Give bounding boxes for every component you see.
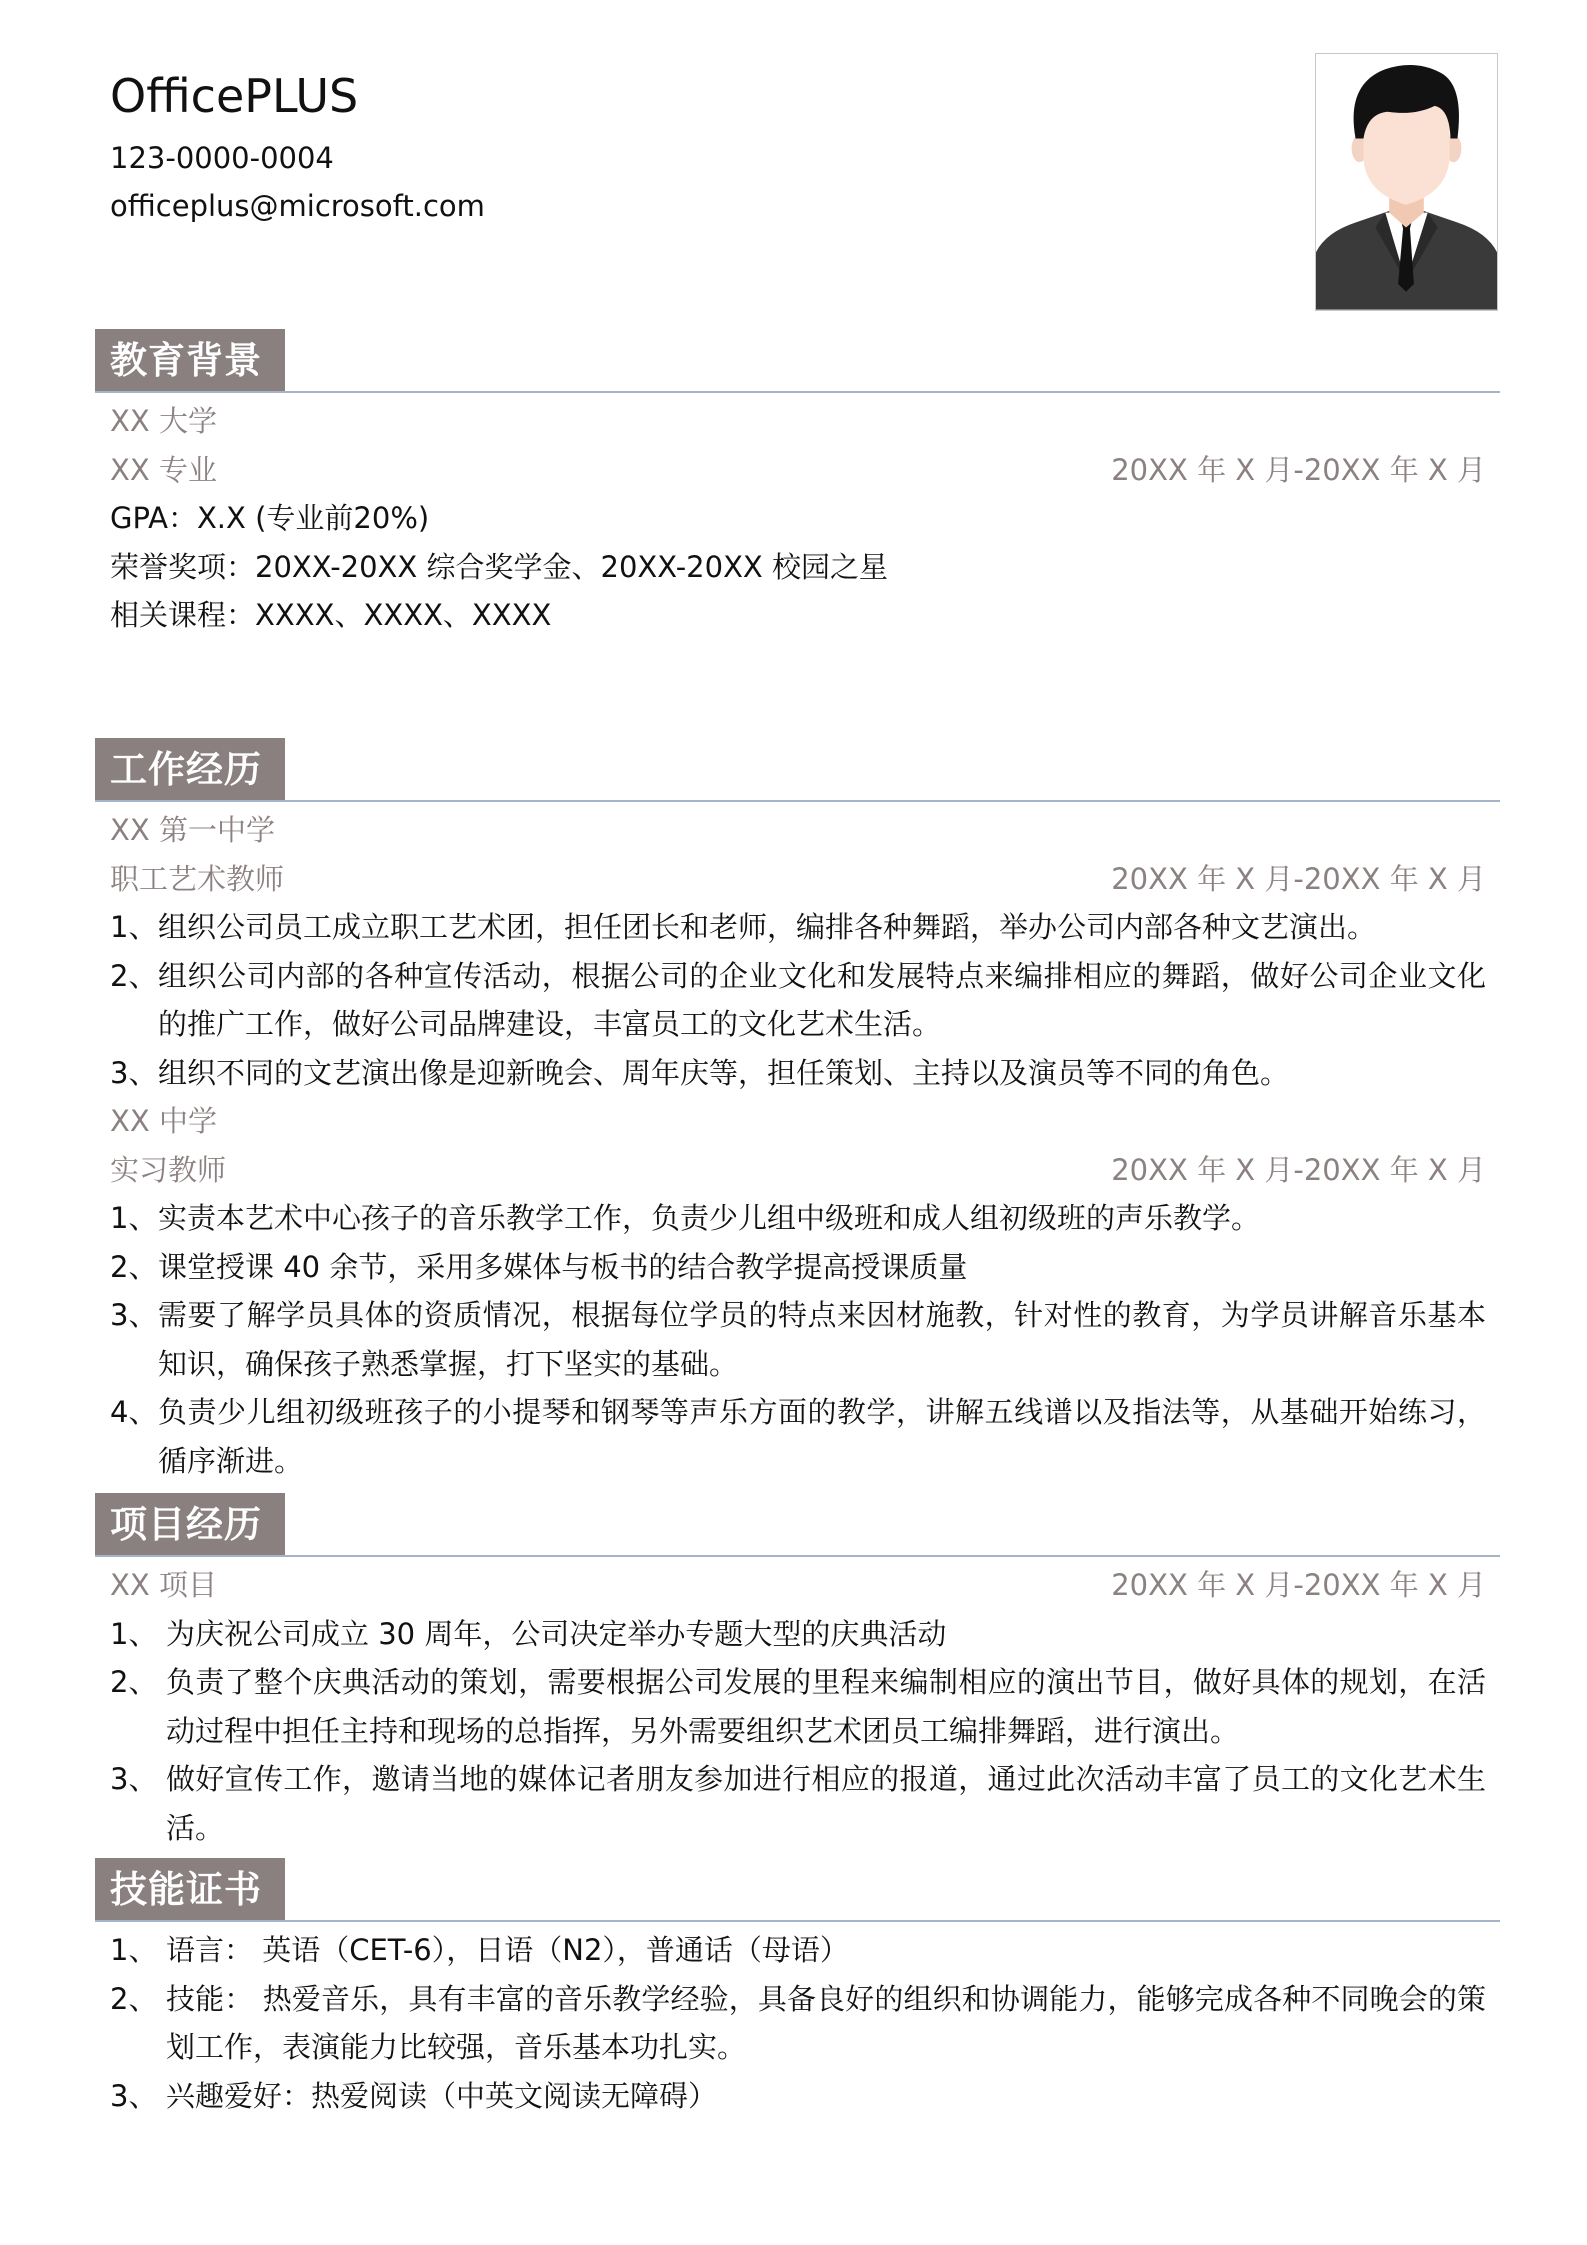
education-date: 20XX 年 X 月-20XX 年 X 月: [1111, 452, 1486, 487]
list-item: [110, 1610, 1486, 1659]
employer-name: XX 第一中学: [110, 813, 275, 847]
project-row: [95, 1561, 1500, 1610]
list-text: 语言： 英语（CET-6），日语（N2），普通话（母语）: [166, 1933, 849, 1967]
list-item: [110, 952, 1486, 1049]
honors-line: 荣誉奖项：20XX-20XX 综合奖学金、20XX-20XX 校园之星: [110, 549, 889, 584]
list-number: 1、: [110, 910, 158, 944]
candidate-name: OfficePLUS: [110, 69, 359, 123]
skills-section: [95, 1858, 1500, 2120]
list-text: 实责本艺术中心孩子的音乐教学工作，负责少儿组中级班和成人组初级班的声乐教学。: [158, 1201, 1261, 1235]
list-number: 3、: [110, 1055, 158, 1090]
avatar-icon: [1316, 54, 1497, 310]
section-title-education: 教育背景: [95, 329, 285, 393]
section-title-skills: 技能证书: [95, 1858, 285, 1922]
job-date: 20XX 年 X 月-20XX 年 X 月: [1111, 861, 1486, 896]
list-number: 2、: [110, 958, 158, 993]
phone-number: 123-0000-0004: [110, 141, 334, 175]
job-duties-list: [95, 1194, 1500, 1485]
list-number: 1、: [110, 1201, 158, 1235]
school-name: XX 大学: [110, 404, 217, 438]
list-item: [110, 2072, 1486, 2121]
section-divider: [95, 391, 1500, 393]
project-list: [95, 1610, 1500, 1853]
section-title-project: 项目经历: [95, 1493, 285, 1557]
list-number: 3、: [110, 2078, 167, 2113]
gpa-line: GPA：X.X (专业前20%): [110, 501, 430, 535]
role-row: [95, 1146, 1500, 1195]
list-number: 3、: [110, 1298, 158, 1332]
project-name: XX 项目: [110, 1568, 217, 1602]
job-role: 实习教师: [110, 1152, 227, 1187]
list-number: 2、: [110, 1249, 158, 1284]
employer-name: XX 中学: [110, 1104, 217, 1138]
list-text: 组织不同的文艺演出像是迎新晚会、周年庆等，担任策划、主持以及演员等不同的角色。: [158, 1055, 1290, 1090]
section-divider: [95, 1920, 1500, 1922]
list-text: 为庆祝公司成立 30 周年，公司决定举办专题大型的庆典活动: [166, 1616, 947, 1651]
list-text: 兴趣爱好：热爱阅读（中英文阅读无障碍）: [166, 2078, 718, 2113]
list-text: 做好宣传工作，邀请当地的媒体记者朋友参加进行相应的报道，通过此次活动丰富了员工的文化艺术生活。: [166, 1762, 1486, 1845]
profile-photo: [1315, 53, 1498, 311]
courses-line: 相关课程：XXXX、XXXX、XXXX: [110, 598, 552, 632]
section-divider: [95, 800, 1500, 802]
list-text: 组织公司内部的各种宣传活动，根据公司的企业文化和发展特点来编排相应的舞蹈，做好公司企业文化的推广工作，做好公司品牌建设，丰富员工的文化艺术生活。: [158, 958, 1486, 1041]
project-section: [95, 1493, 1500, 1852]
section-header: [95, 1858, 1500, 1922]
role-row: [95, 855, 1500, 904]
list-text: 组织公司员工成立职工艺术团，担任团长和老师，编排各种舞蹈，举办公司内部各种文艺演出。: [158, 910, 1377, 944]
list-item: [110, 1243, 1486, 1292]
list-text: 负责了整个庆典活动的策划，需要根据公司发展的里程来编制相应的演出节目，做好具体的规划，在活动过程中担任主持和现场的总指挥，另外需要组织艺术团员工编排舞蹈，进行演出。: [166, 1665, 1486, 1748]
list-item: [110, 1926, 1486, 1975]
job-date: 20XX 年 X 月-20XX 年 X 月: [1111, 1152, 1486, 1187]
list-item: [110, 1049, 1486, 1098]
list-text: 技能： 热爱音乐，具有丰富的音乐教学经验，具备良好的组织和协调能力，能够完成各种不同晚会的策划工作，表演能力比较强，音乐基本功扎实。: [166, 1981, 1486, 2064]
list-item: [110, 1194, 1486, 1243]
list-number: 4、: [110, 1395, 158, 1429]
list-text: 需要了解学员具体的资质情况，根据每位学员的特点来因材施教，针对性的教育，为学员讲解音乐基本知识，确保孩子熟悉掌握，打下坚实的基础。: [158, 1298, 1486, 1381]
list-item: [110, 1388, 1486, 1485]
work-section: [95, 738, 1500, 1485]
list-number: 3、: [110, 1762, 167, 1796]
list-number: 1、: [110, 1933, 167, 1967]
major-row: [95, 446, 1500, 495]
section-divider: [95, 1555, 1500, 1557]
email-address: officeplus@microsoft.com: [110, 189, 485, 223]
list-item: [110, 1975, 1486, 2072]
project-date: 20XX 年 X 月-20XX 年 X 月: [1111, 1568, 1486, 1602]
list-item: [110, 1658, 1486, 1755]
list-number: 1、: [110, 1616, 167, 1651]
skills-list: [95, 1926, 1500, 2120]
list-text: 负责少儿组初级班孩子的小提琴和钢琴等声乐方面的教学，讲解五线谱以及指法等，从基础开始练习，循序渐进。: [158, 1395, 1486, 1478]
section-header: [95, 738, 1500, 802]
section-title-work: 工作经历: [95, 738, 285, 802]
list-number: 2、: [110, 1665, 167, 1699]
list-item: [110, 903, 1486, 952]
list-item: [110, 1291, 1486, 1388]
section-header: [95, 329, 1500, 393]
section-header: [95, 1493, 1500, 1557]
list-number: 2、: [110, 1981, 167, 2016]
job-role: 职工艺术教师: [110, 861, 285, 896]
list-text: 课堂授课 40 余节，采用多媒体与板书的结合教学提高授课质量: [158, 1249, 968, 1284]
major-name: XX 专业: [110, 452, 217, 487]
job-duties-list: [95, 903, 1500, 1097]
list-item: [110, 1755, 1486, 1852]
education-section: [95, 329, 1500, 640]
